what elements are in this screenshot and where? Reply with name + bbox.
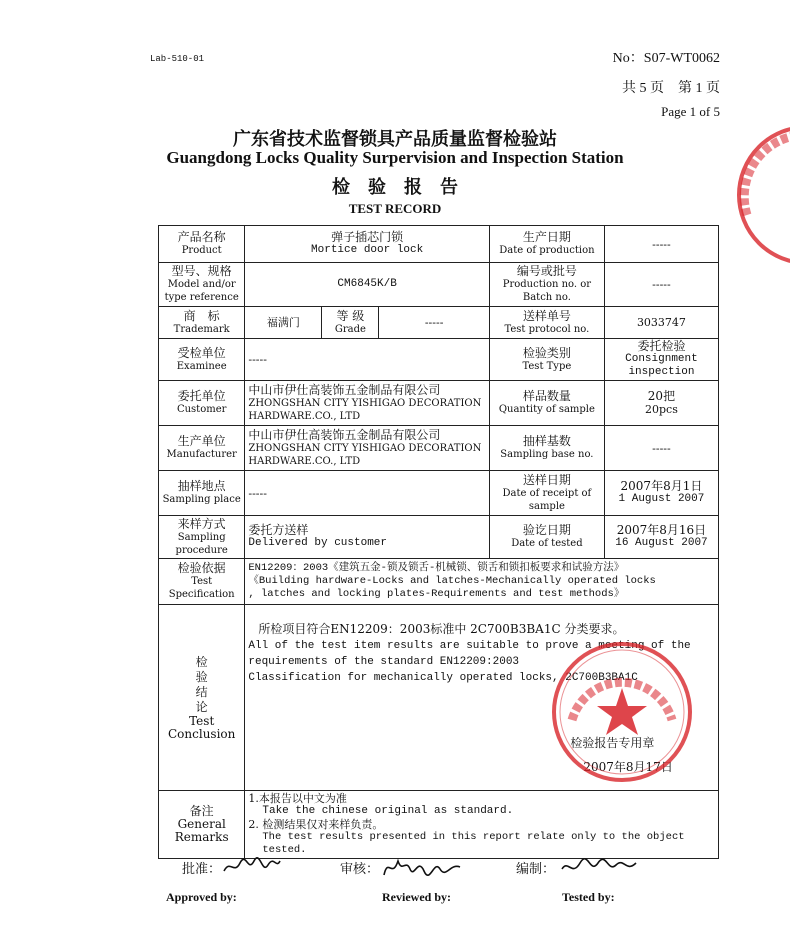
trademark-value: 福满门: [245, 307, 322, 339]
reviewed-label-cn: 审核：: [340, 862, 380, 877]
model-label: 型号、规格 Model and/or type reference: [159, 263, 245, 307]
product-label: 产品名称 Product: [159, 226, 245, 263]
report-title-en: TEST RECORD: [348, 201, 442, 216]
station-title-cn: 广东省技术监督锁具产品质量监督检验站: [233, 129, 557, 150]
stamp-caption: 检验报告专用章: [570, 736, 655, 750]
table-row: [159, 307, 719, 339]
date-of-production-value: -----: [604, 226, 718, 263]
station-title-en: Guangdong Locks Quality Surpervision and Inspection Station: [166, 148, 624, 167]
test-protocol-label: 送样单号 Test protocol no.: [489, 307, 604, 339]
date-of-production-label: 生产日期 Date of production: [489, 226, 604, 263]
manufacturer-label: 生产单位 Manufacturer: [159, 426, 245, 471]
lab-code: Lab-510-01: [150, 54, 205, 64]
sampling-procedure-value: 委托方送样 Delivered by customer: [245, 516, 490, 559]
report-number: No：S07-WT0062: [612, 51, 720, 66]
report-title-cn: 检验报告: [332, 177, 476, 198]
production-no-value: -----: [604, 263, 718, 307]
approved-label-cn: 批准：: [182, 862, 222, 877]
examinee-value: -----: [245, 339, 490, 381]
date-receipt-value: 2007年8月1日 1 August 2007: [604, 471, 718, 516]
date-tested-value: 2007年8月16日 16 August 2007: [604, 516, 718, 559]
table-row: [159, 791, 719, 859]
remarks-value: 1.本报告以中文为准 Take the chinese original as standard. 2. 检测结果仅对来样负责。 The test results presented in this report relate only to the object tested.: [245, 791, 719, 859]
approved-by-label: Approved by:: [166, 890, 237, 904]
table-row: [159, 226, 719, 263]
page-count-en: Page 1 of 5: [661, 104, 720, 119]
model-value: CM6845K/B: [245, 263, 490, 307]
sampling-procedure-label: 来样方式 Sampling procedure: [159, 516, 245, 559]
test-type-label: 检验类别 Test Type: [489, 339, 604, 381]
quantity-label: 样品数量 Quantity of sample: [489, 381, 604, 426]
remarks-label: 备注 General Remarks: [159, 791, 245, 859]
table-row: [159, 516, 719, 559]
compiled-label-cn: 编制：: [516, 862, 556, 877]
test-type-value: 委托检验 Consignment inspection: [604, 339, 718, 381]
specification-label: 检验依据 Test Specification: [159, 559, 245, 605]
table-row: [159, 339, 719, 381]
reviewed-by-label: Reviewed by:: [382, 890, 451, 904]
approver-signature: [222, 855, 282, 879]
conclusion-value: 所检项目符合EN12209：2003标准中 2C700B3BA1C 分类要求。 All of the test item results are suitable to prove a meeting of the requirements of the standard EN12209:2003 Classification for mechanically operated locks, 2C700B3BA1C 检验报告专用章 2007年8月17日: [245, 605, 719, 791]
tested-by-label: Tested by:: [562, 890, 615, 904]
manufacturer-value: 中山市伊仕高装饰五金制品有限公司 ZHONGSHAN CITY YISHIGAO DECORATION HARDWARE.CO., LTD: [245, 426, 490, 471]
table-row: [159, 381, 719, 426]
partial-seal-stamp: [732, 120, 790, 270]
specification-value: EN12209：2003《建筑五金-锁及锁舌-机械锁、锁舌和锁扣板要求和试验方法》 《Building hardware-Locks and latches-Mechanically operated locks , latches and locking plates-Requirements and test methods》: [245, 559, 719, 605]
reviewer-signature: [382, 855, 462, 881]
compiler-signature: [560, 855, 640, 881]
sampling-place-label: 抽样地点 Sampling place: [159, 471, 245, 516]
date-receipt-label: 送样日期 Date of receipt of sample: [489, 471, 604, 516]
date-tested-label: 验讫日期 Date of tested: [489, 516, 604, 559]
grade-label: 等 级 Grade: [322, 307, 379, 339]
product-value: 弹子插芯门锁 Mortice door lock: [245, 226, 490, 263]
official-seal-stamp: [550, 640, 695, 785]
customer-label: 委托单位 Customer: [159, 381, 245, 426]
production-no-label: 编号或批号 Production no. or Batch no.: [489, 263, 604, 307]
sampling-place-value: -----: [245, 471, 490, 516]
customer-value: 中山市伊仕高装饰五金制品有限公司 ZHONGSHAN CITY YISHIGAO DECORATION HARDWARE.CO., LTD: [245, 381, 490, 426]
trademark-label: 商 标 Trademark: [159, 307, 245, 339]
grade-value: -----: [379, 307, 490, 339]
page-count-cn: 共 5 页 第 1 页: [622, 81, 720, 96]
conclusion-label: 检验结论 Test Conclusion: [159, 605, 245, 791]
sampling-base-label: 抽样基数 Sampling base no.: [489, 426, 604, 471]
test-protocol-value: 3033747: [604, 307, 718, 339]
quantity-value: 20把 20pcs: [604, 381, 718, 426]
examinee-label: 受检单位 Examinee: [159, 339, 245, 381]
star-icon: [597, 688, 647, 735]
stamp-date: 2007年8月17日: [583, 760, 673, 774]
table-row: [159, 559, 719, 605]
sampling-base-value: -----: [604, 426, 718, 471]
table-row: [159, 471, 719, 516]
table-row: [159, 426, 719, 471]
table-row: [159, 263, 719, 307]
